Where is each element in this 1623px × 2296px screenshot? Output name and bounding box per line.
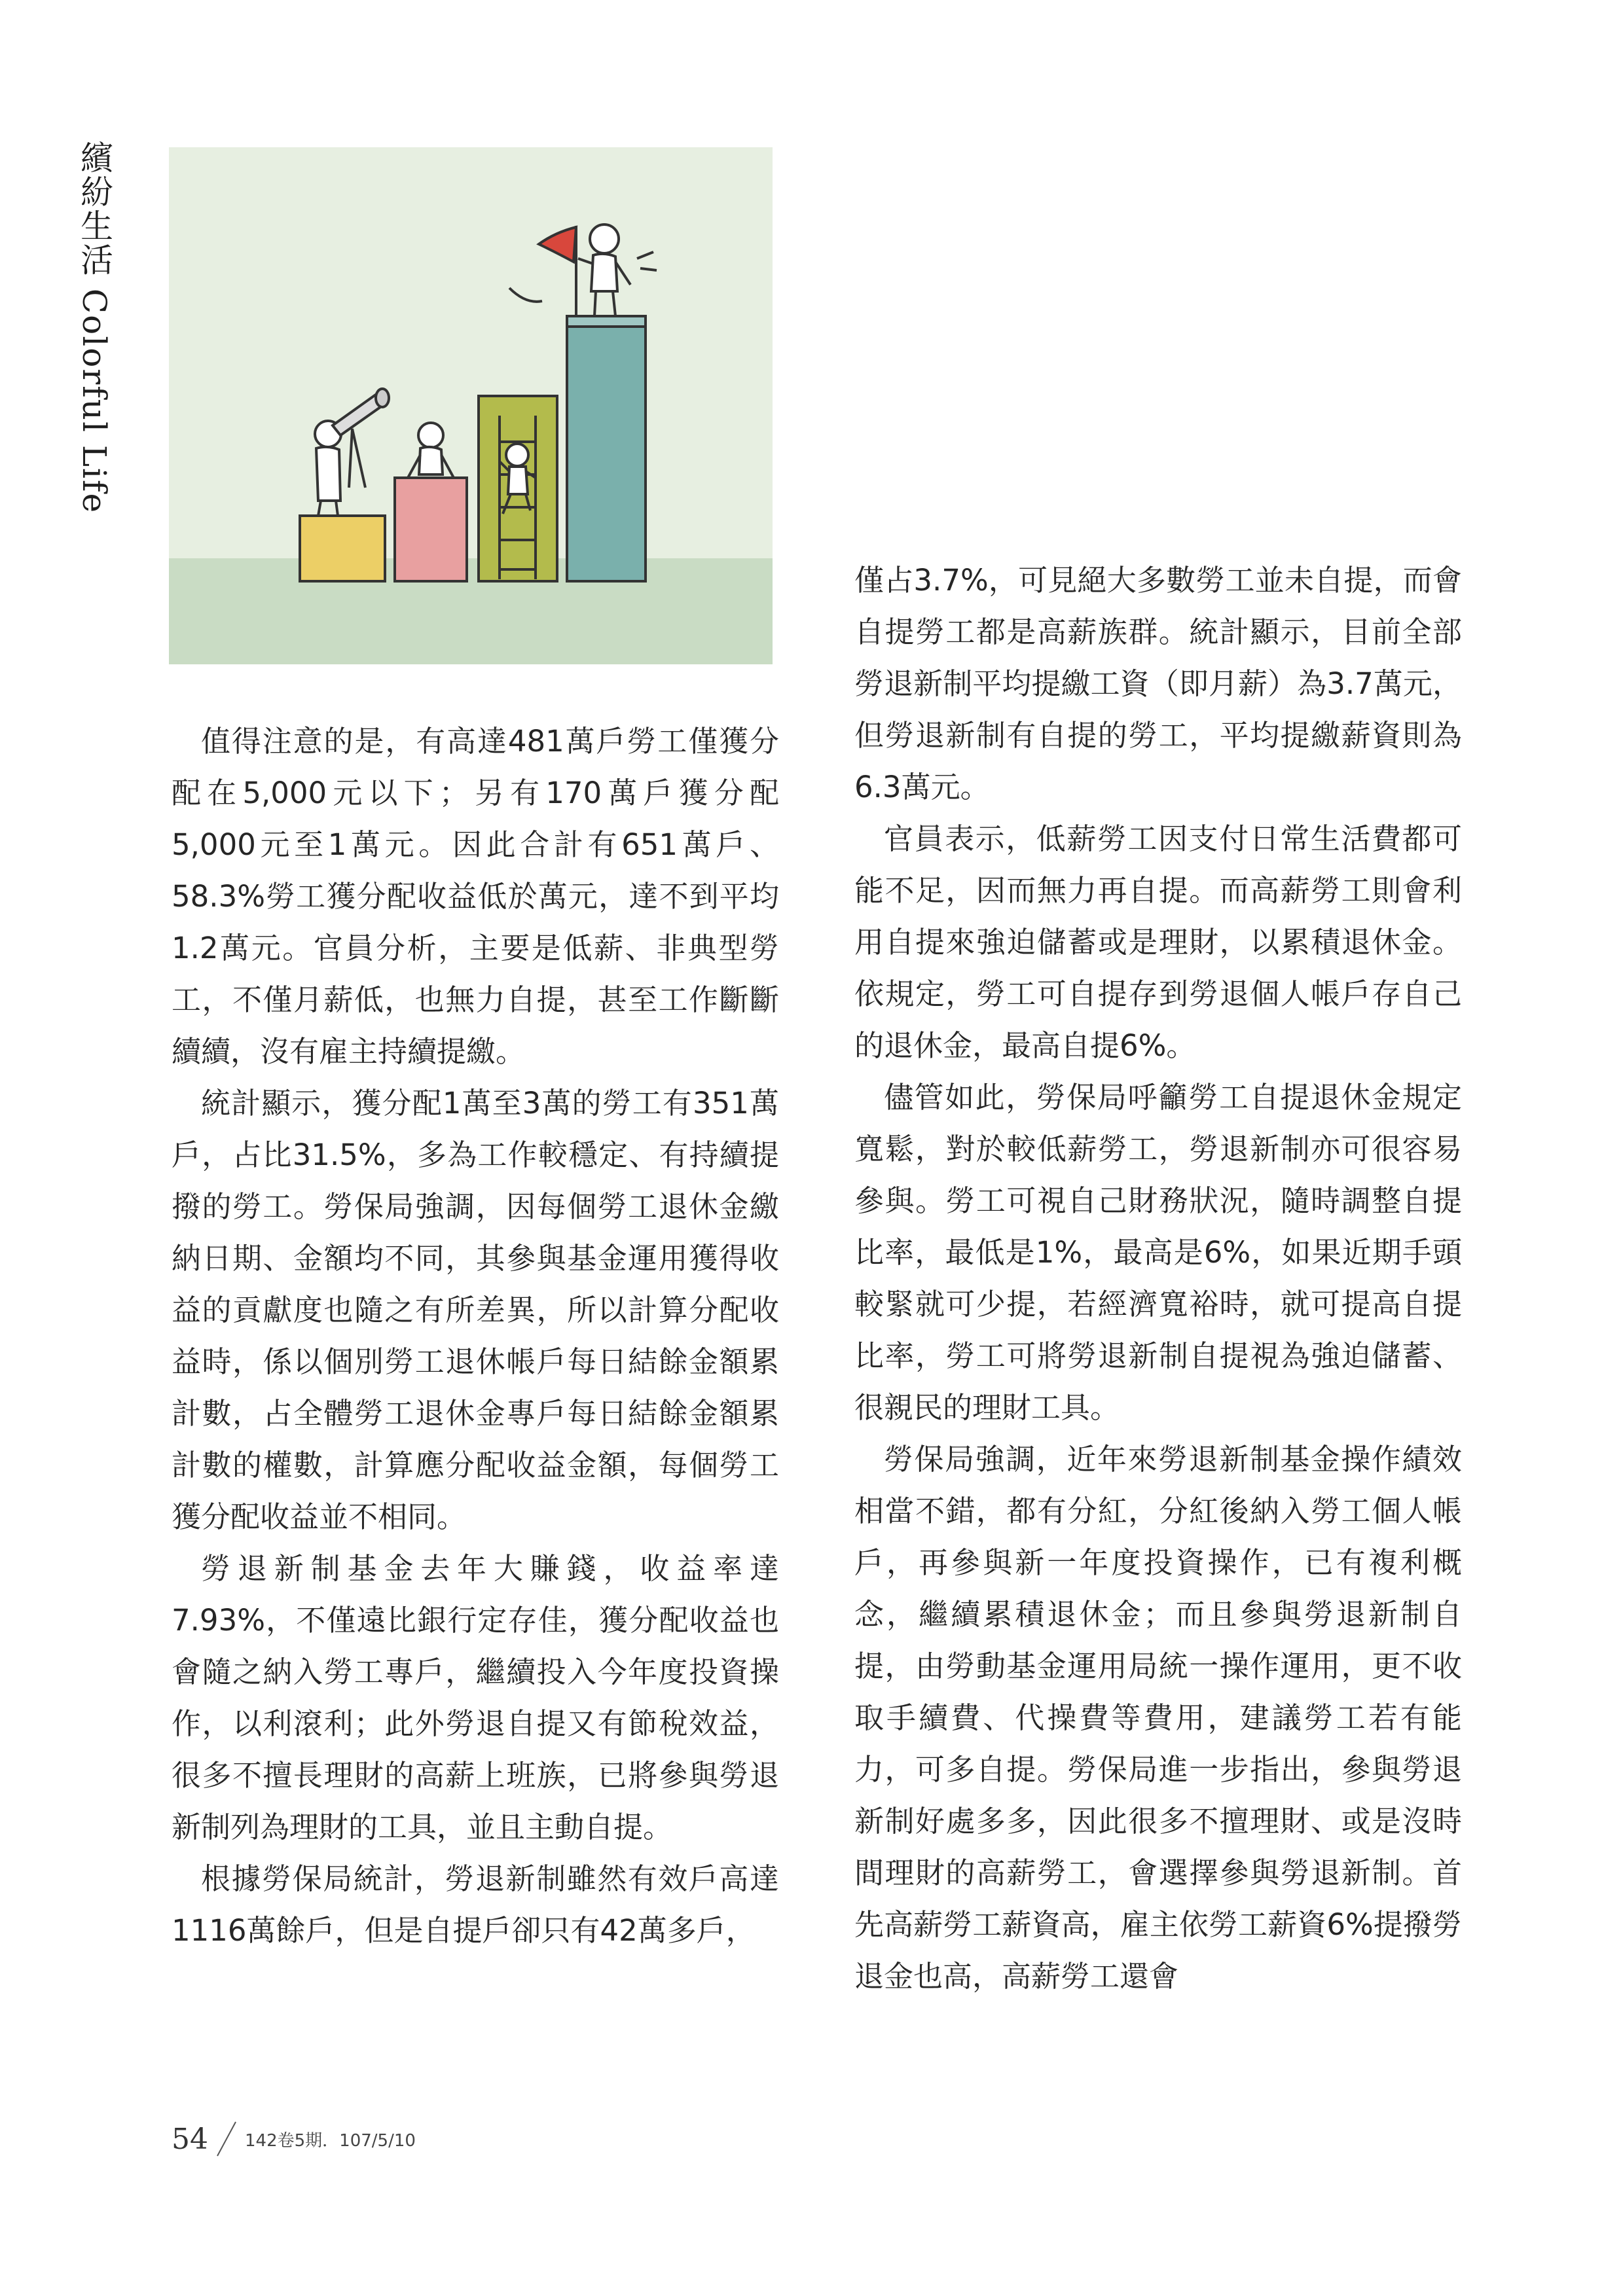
paragraph: 勞退新制基金去年大賺錢，收益率達7.93%，不僅遠比銀行定存佳，獲分配收益也會隨之納入勞工專戶，繼續投入今年度投資操作，以利滾利；此外勞退自提又有節稅效益，很多不擅長理財的高薪上班族，已將參與勞退新制列為理財的工具，並且主動自提。	[172, 1551, 779, 1844]
people-climbing-bar-chart-illustration	[169, 147, 773, 664]
page-footer	[172, 2119, 416, 2159]
slash-divider-icon	[213, 2119, 240, 2159]
paragraph: 勞保局強調，近年來勞退新制基金操作績效相當不錯，都有分紅，分紅後納入勞工個人帳戶，再參與新一年度投資操作，已有複利概念，繼續累積退休金；而且參與勞退新制自提，由勞動基金運用局統一操作運用，更不收取手續費、代操費等費用，建議勞工若有能力，可多自提。勞保局進一步指出，參與勞退新制好處多多，因此很多不擅理財、或是沒時間理財的高薪勞工，會選擇參與勞退新制。首先高薪勞工薪資高，雇主依勞工薪資6%提撥勞退金也高，高薪勞工還會	[854, 1442, 1462, 1994]
paragraph: 統計顯示，獲分配1萬至3萬的勞工有351萬戶，占比31.5%，多為工作較穩定、有持續提撥的勞工。勞保局強調，因每個勞工退休金繳納日期、金額均不同，其參與基金運用獲得收益的貢獻度也隨之有所差異，所以計算分配收益時，係以個別勞工退休帳戶每日結餘金額累計數，占全體勞工退休金專戶每日結餘金額累計數的權數，計算應分配收益金額，每個勞工獲分配收益並不相同。	[172, 1086, 779, 1534]
issue-info: 142卷5期．107/5/10	[245, 2130, 416, 2151]
page-number: 54	[172, 2122, 208, 2156]
paragraph-continuation: 僅占3.7%，可見絕大多數勞工並未自提，而會自提勞工都是高薪族群。統計顯示，目前全部勞退新制平均提繳工資（即月薪）為3.7萬元，但勞退新制有自提的勞工，平均提繳薪資則為6.3萬元。	[854, 563, 1462, 804]
bar-pink	[395, 478, 467, 581]
left-text-column	[172, 715, 779, 1956]
paragraph: 根據勞保局統計，勞退新制雖然有效戶高達1116萬餘戶，但是自提戶卻只有42萬多戶，	[172, 1861, 779, 1948]
paragraph: 值得注意的是，有高達481萬戶勞工僅獲分配在5,000元以下；另有170萬戶獲分配5,000元至1萬元。因此合計有651萬戶、58.3%勞工獲分配收益低於萬元，達不到平均1.2萬元。官員分析，主要是低薪、非典型勞工，不僅月薪低，也無力自提，甚至工作斷斷續續，沒有雇主持續提繳。	[172, 724, 779, 1069]
paragraph: 儘管如此，勞保局呼籲勞工自提退休金規定寬鬆，對於較低薪勞工，勞退新制亦可很容易參與。勞工可視自己財務狀況，隨時調整自提比率，最低是1%，最高是6%，如果近期手頭較緊就可少提，若經濟寬裕時，就可提高自提比率，勞工可將勞退新制自提視為強迫儲蓄、很親民的理財工具。	[854, 1080, 1462, 1425]
paragraph: 官員表示，低薪勞工因支付日常生活費都可能不足，因而無力再自提。而高薪勞工則會利用自提來強迫儲蓄或是理財，以累積退休金。依規定，勞工可自提存到勞退個人帳戶存自己的退休金，最高自提6%。	[854, 821, 1462, 1063]
right-text-column	[854, 554, 1462, 2002]
bar-teal	[567, 316, 646, 581]
bar-yellow	[300, 516, 385, 581]
section-label: 繽紛生活 Colorful Life	[75, 141, 113, 514]
illustration-ground	[169, 558, 773, 664]
